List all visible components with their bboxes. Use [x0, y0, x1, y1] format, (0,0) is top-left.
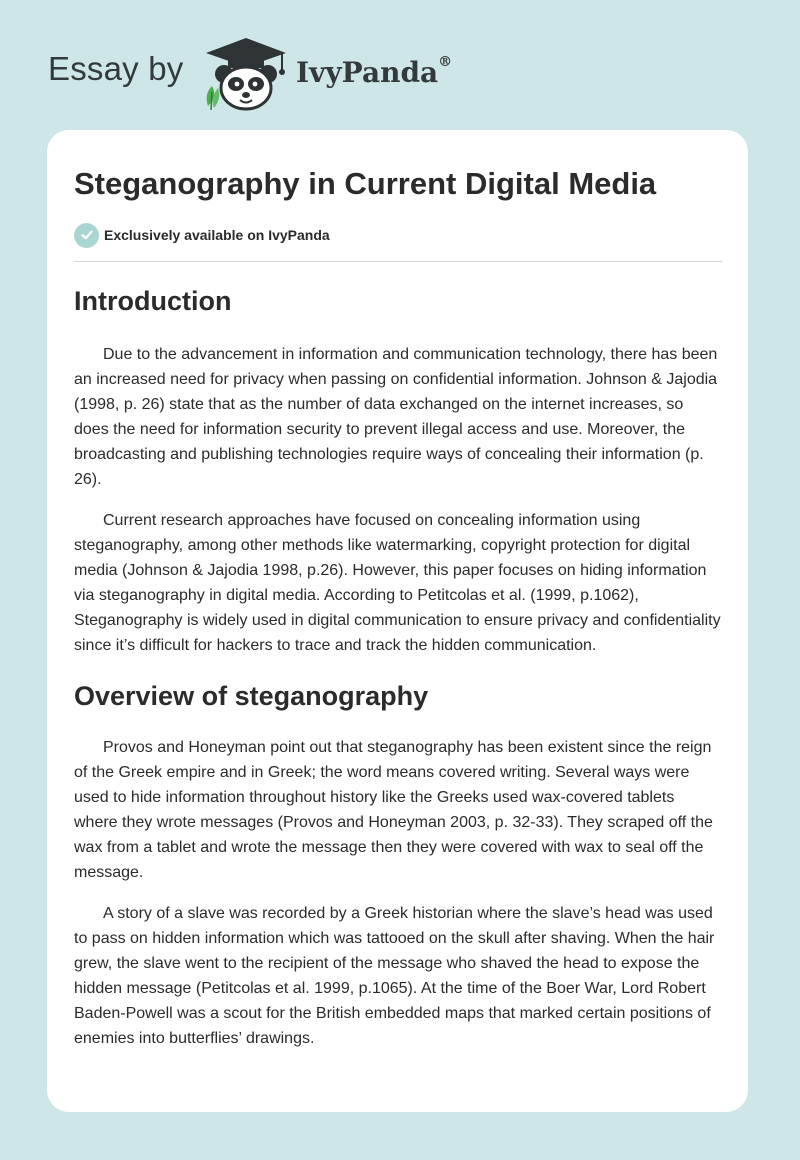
- section-heading-introduction: Introduction: [74, 286, 232, 316]
- registered-mark: ®: [438, 53, 453, 70]
- divider: [74, 261, 722, 262]
- paragraph: A story of a slave was recorded by a Greek historian where the slave’s head was used to pass on hidden information which was tattooed on the skull after shaving. When the hair grew, the slave went to the recipient of the message who shaved the head to expose the hidden message (Petitcolas et al. 1999, p.1065). At the time of the Boer War, Lord Robert Baden-Powell was a scout for the British embedded maps that marked certain positions of enemies into butterflies’ drawings.: [74, 905, 715, 1047]
- paragraph: Current research approaches have focused on concealing information using steganography, among other methods like watermarking, copyright protection for digital media (Johnson & Jajodia 1998, p.26). However, this paper focuses on hiding information via steganography in digital media. According to Petitcolas et al. (1999, p.1062), Steganography is widely used in digital communication to ensure privacy and confidentiality since it’s difficult for hackers to trace and track the hidden communication.: [74, 512, 721, 654]
- brand-text: IvyPanda: [296, 56, 439, 89]
- section-heading-overview: Overview of steganography: [74, 681, 429, 711]
- exclusive-label: Exclusively available on IvyPanda: [104, 227, 330, 243]
- paragraph: Provos and Honeyman point out that steganography has been existent since the reign of the Greek empire and in Greek; the word means covered writing. Several ways were used to hide information throughout history like the Greeks used wax-covered tablets where they wrote messages (Provos and Honeyman 2003, p. 32-33). They scraped off the wax from a tablet and wrote the message then they were covered with wax to seal off the message.: [74, 739, 713, 881]
- site-header: [48, 36, 568, 112]
- essay-by-label: Essay by: [48, 50, 184, 87]
- essay-card: [47, 130, 748, 1112]
- paragraph: Due to the advancement in information and communication technology, there has been an increased need for privacy when passing on confidential information. Johnson & Jajodia (1998, p. 26) state that as the number of data exchanged on the internet increases, so does the need for information security to prevent illegal access and use. Moreover, the broadcasting and publishing technologies require ways of concealing their information (p. 26).: [74, 346, 718, 488]
- exclusive-badge: [74, 222, 722, 248]
- essay-title: Steganography in Current Digital Media: [74, 166, 657, 201]
- panda-graduation-cap-logo-icon[interactable]: [202, 36, 290, 112]
- brand-name[interactable]: [296, 53, 453, 89]
- checkmark-icon: [74, 223, 99, 248]
